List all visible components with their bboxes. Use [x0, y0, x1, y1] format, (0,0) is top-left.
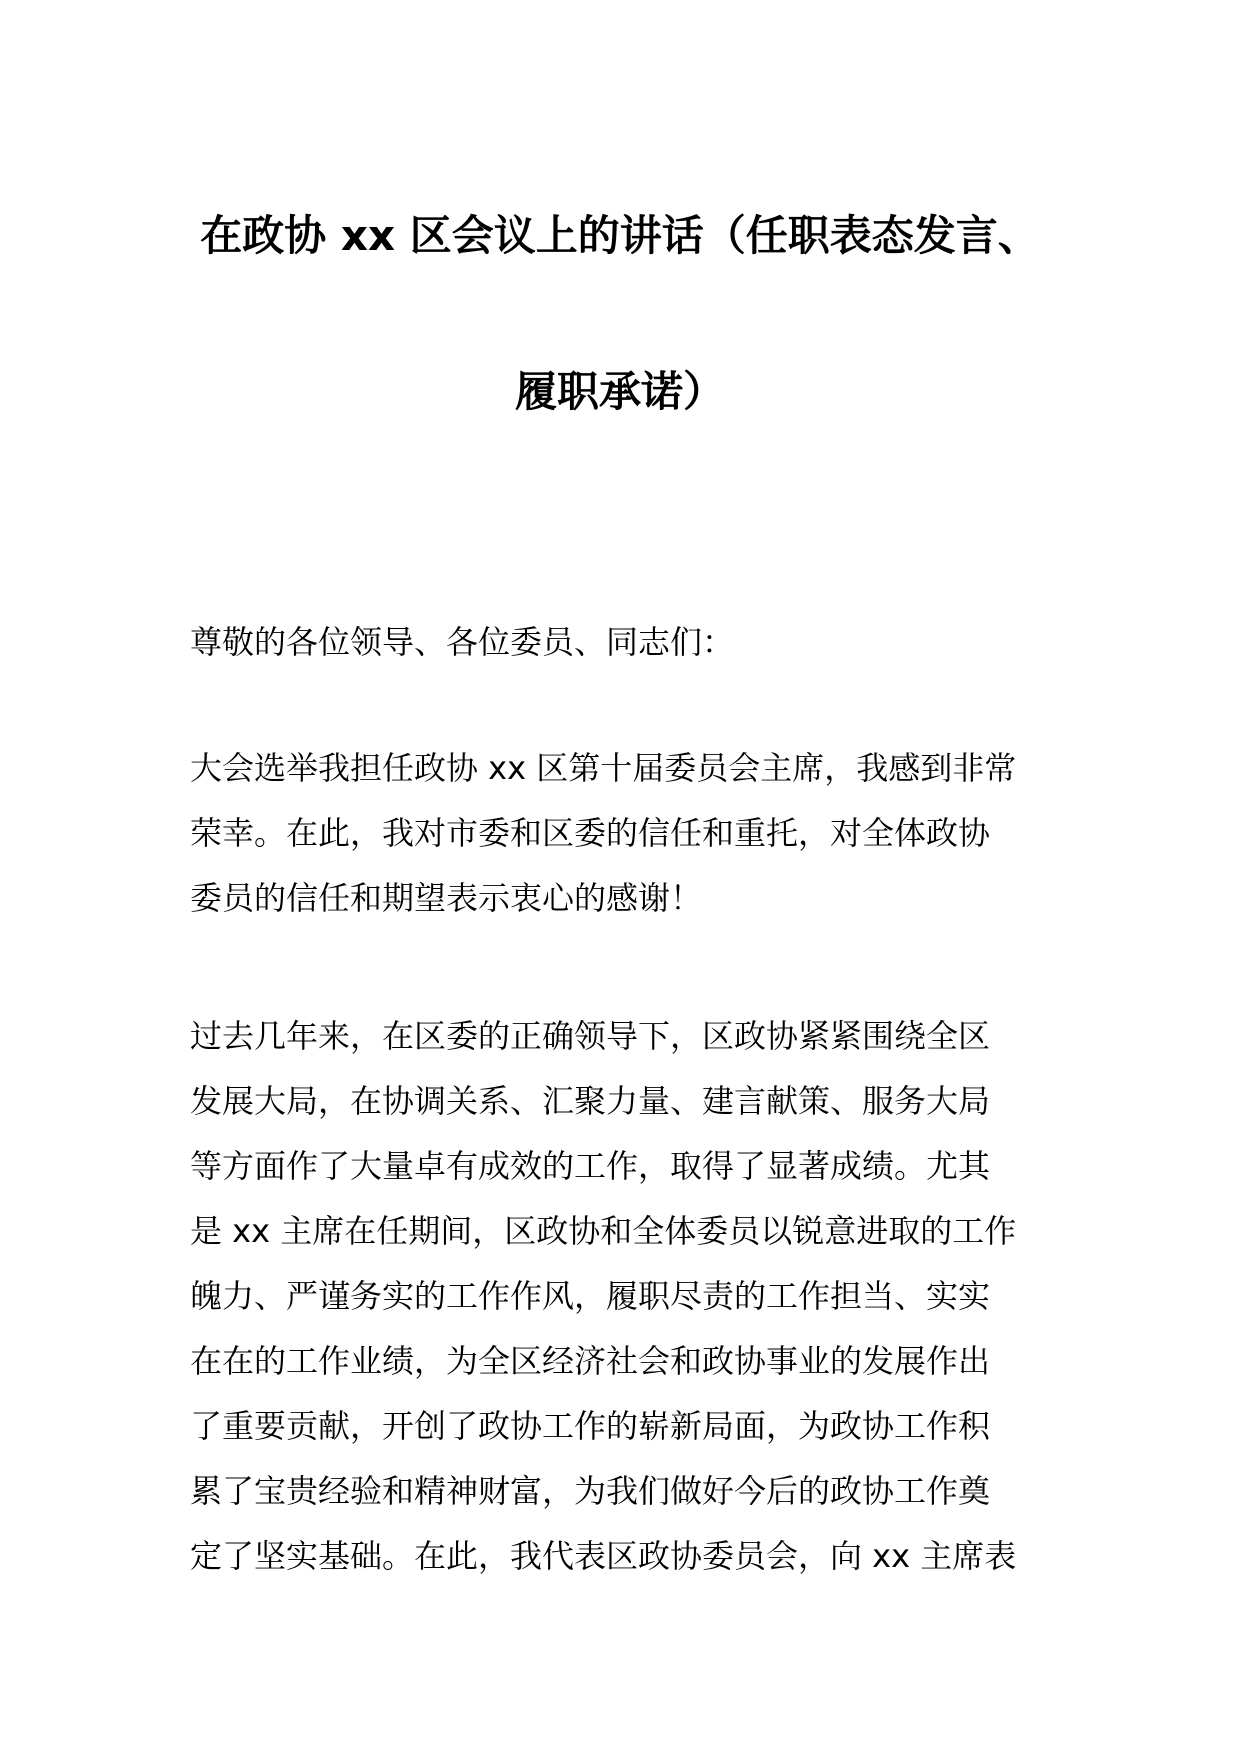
paragraph-line: 大会选举我担任政协 xx 区第十届委员会主席，我感到非常 — [190, 749, 1017, 787]
paragraph-2 — [190, 1004, 1070, 1589]
document-title-line-2: 履职承诺） — [514, 367, 725, 416]
salutation: 尊敬的各位领导、各位委员、同志们： — [190, 623, 735, 661]
paragraph-line: 在在的工作业绩，为全区经济社会和政协事业的发展作出 — [190, 1342, 991, 1380]
paragraph-line: 了重要贡献，开创了政协工作的崭新局面，为政协工作积 — [190, 1407, 991, 1445]
paragraph-1 — [190, 736, 1070, 931]
paragraph-line: 等方面作了大量卓有成效的工作，取得了显著成绩。尤其 — [190, 1147, 991, 1185]
paragraph-line: 委员的信任和期望表示衷心的感谢！ — [190, 879, 703, 917]
paragraph-line: 魄力、严谨务实的工作作风，履职尽责的工作担当、实实 — [190, 1277, 991, 1315]
paragraph-line: 过去几年来，在区委的正确领导下，区政协紧紧围绕全区 — [190, 1017, 991, 1055]
paragraph-line: 累了宝贵经验和精神财富，为我们做好今后的政协工作奠 — [190, 1472, 991, 1510]
paragraph-line: 荣幸。在此，我对市委和区委的信任和重托，对全体政协 — [190, 814, 991, 852]
document-title-line-1: 在政协 xx 区会议上的讲话（任职表态发言、 — [200, 211, 1040, 260]
paragraph-line: 是 xx 主席在任期间，区政协和全体委员以锐意进取的工作 — [190, 1212, 1017, 1250]
paragraph-line: 定了坚实基础。在此，我代表区政协委员会，向 xx 主席表 — [190, 1537, 1017, 1575]
paragraph-line: 发展大局，在协调关系、汇聚力量、建言献策、服务大局 — [190, 1082, 991, 1120]
